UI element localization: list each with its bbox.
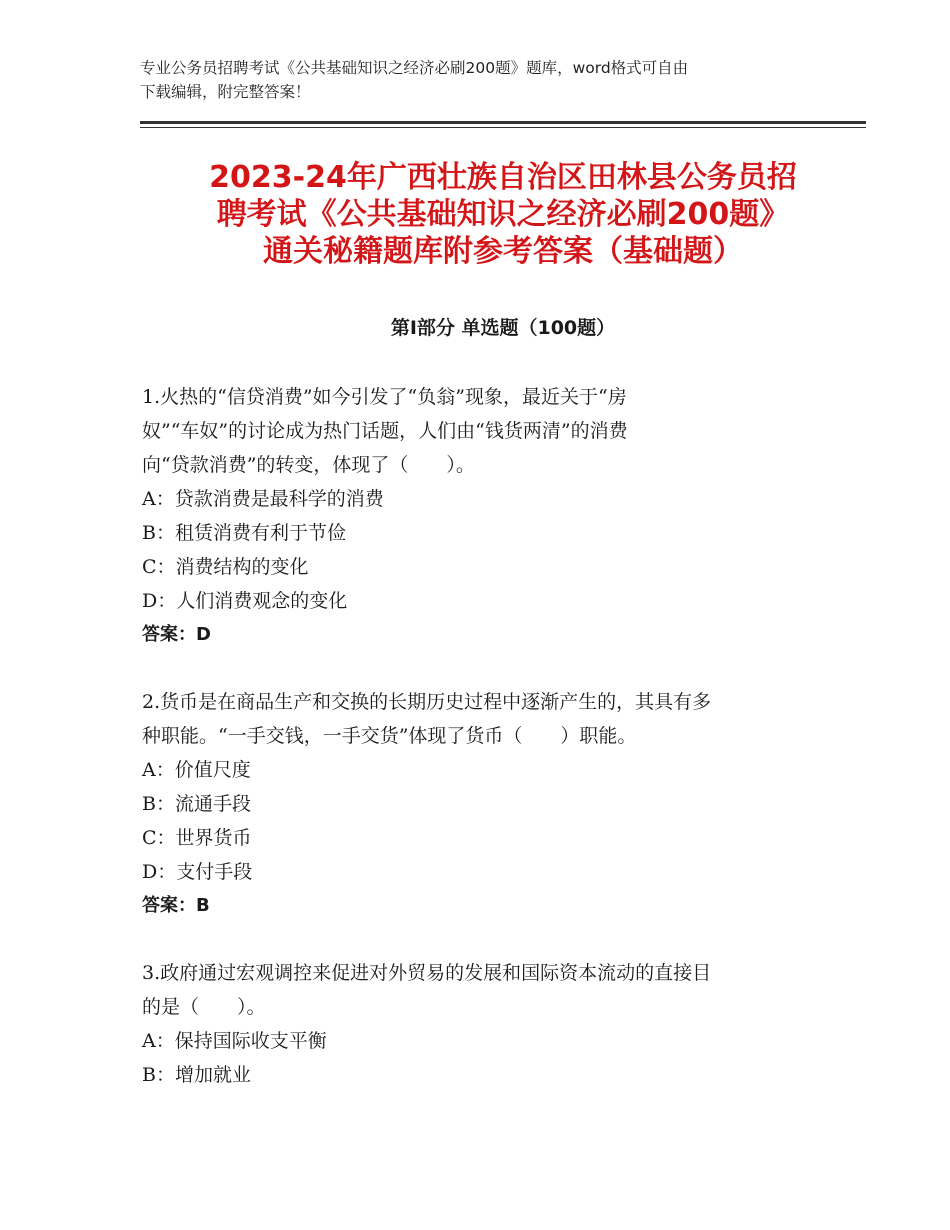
option-d: D：支付手段	[142, 861, 253, 883]
document-title	[140, 159, 866, 270]
question-stem	[142, 685, 802, 753]
option-b: B：租赁消费有利于节俭	[142, 522, 346, 544]
header-rule-thin	[140, 127, 866, 128]
stem-line: 2.货币是在商品生产和交换的长期历史过程中逐渐产生的，其具有多	[142, 691, 712, 713]
stem-line: 的是（ ）。	[142, 996, 266, 1018]
stem-line: 向“贷款消费”的转变，体现了（ ）。	[142, 454, 475, 476]
answer-line: 答案：D	[142, 624, 211, 645]
option-a: A：贷款消费是最科学的消费	[142, 488, 384, 510]
question-item	[142, 956, 802, 1092]
stem-line: 1.火热的“信贷消费”如今引发了“负翁”现象，最近关于“房	[142, 386, 627, 408]
header-rule-thick	[140, 121, 866, 124]
stem-line: 种职能。“一手交钱，一手交货”体现了货币（ ）职能。	[142, 725, 637, 747]
header-note	[140, 56, 830, 104]
question-stem	[142, 380, 802, 482]
option-d: D：人们消费观念的变化	[142, 590, 348, 612]
question-item	[142, 685, 802, 923]
stem-line: 奴”“车奴”的讨论成为热门话题，人们由“钱货两清”的消费	[142, 420, 628, 442]
stem-line: 3.政府通过宏观调控来促进对外贸易的发展和国际资本流动的直接目	[142, 962, 712, 984]
answer-line: 答案：B	[142, 895, 210, 916]
title-line: 通关秘籍题库附参考答案（基础题）	[263, 234, 743, 269]
title-line: 2023-24年广西壮族自治区田林县公务员招	[209, 160, 797, 195]
option-b: B：增加就业	[142, 1064, 251, 1086]
title-line: 聘考试《公共基础知识之经济必刷200题》	[216, 197, 790, 232]
option-b: B：流通手段	[142, 793, 251, 815]
question-item	[142, 380, 802, 652]
header-note-line: 专业公务员招聘考试《公共基础知识之经济必刷200题》题库，word格式可自由	[140, 59, 689, 77]
option-a: A：价值尺度	[142, 759, 251, 781]
option-a: A：保持国际收支平衡	[142, 1030, 327, 1052]
section-title: 第Ⅰ部分 单选题（100题）	[390, 317, 616, 339]
question-stem	[142, 956, 802, 1024]
option-c: C：世界货币	[142, 827, 252, 849]
option-c: C：消费结构的变化	[142, 556, 309, 578]
header-note-line: 下载编辑，附完整答案！	[140, 83, 311, 101]
question-list	[142, 380, 802, 1125]
